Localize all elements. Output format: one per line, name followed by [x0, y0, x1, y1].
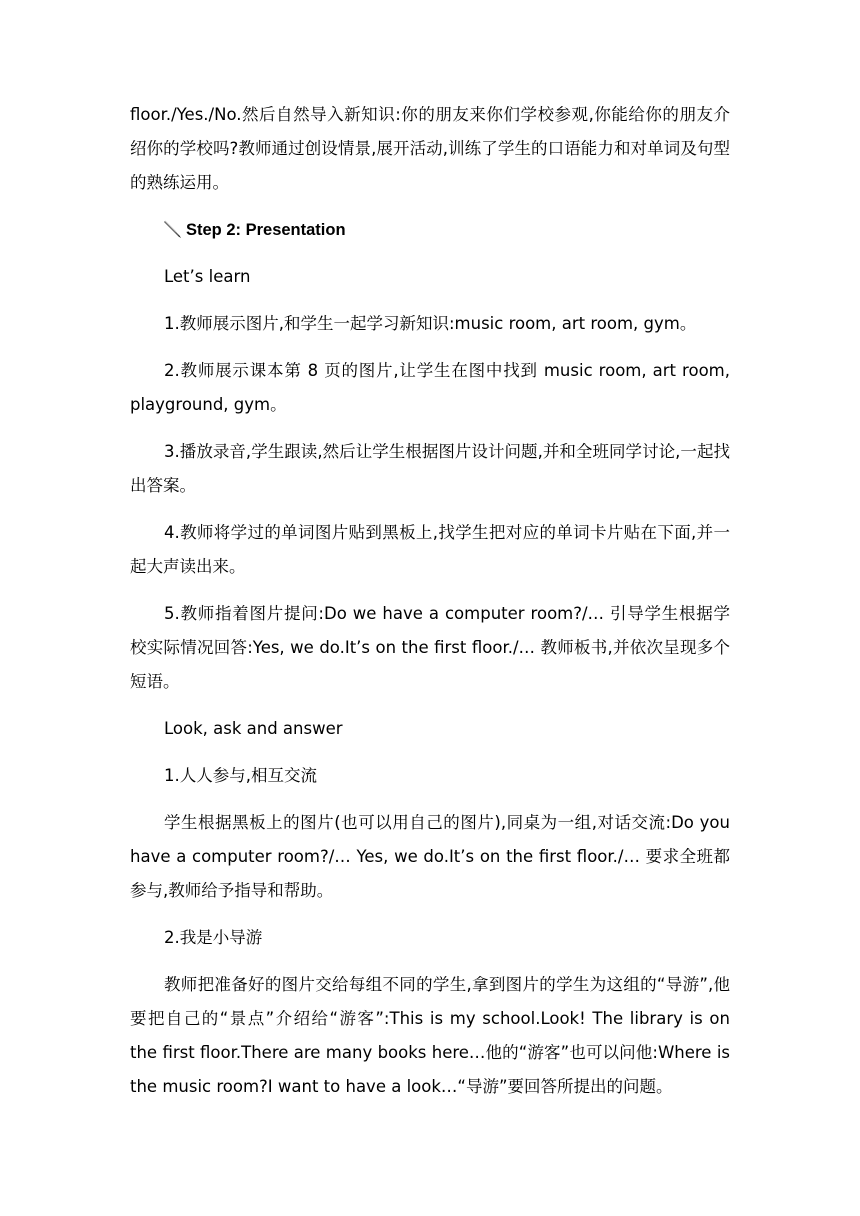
- document-page: [130, 98, 730, 1117]
- lets-learn-title: Let’s learn: [164, 267, 251, 286]
- ask-item-2-body: 教师把准备好的图片交给每组不同的学生,拿到图片的学生为这组的“导游”,他要把自己的“景点”介绍给“游客”:This is my school.Look! The library is on the first floor.There are many books here…他的“游客”也可以问他:Where is the music room?I want to have a look…“导游”要回答所提出的问题。: [130, 975, 730, 1096]
- learn-item-3: 3.播放录音,学生跟读,然后让学生根据图片设计问题,并和全班同学讨论,一起找出答案。: [130, 442, 730, 495]
- learn-item-4: 4.教师将学过的单词图片贴到黑板上,找学生把对应的单词卡片贴在下面,并一起大声读出来。: [130, 523, 730, 576]
- learn-item-1: 1.教师展示图片,和学生一起学习新知识:music room, art room, gym。: [164, 314, 697, 333]
- ask-item-1-title: 1.人人参与,相互交流: [164, 766, 317, 785]
- learn-item-2: 2.教师展示课本第 8 页的图片,让学生在图中找到 music room, art room, playground, gym。: [130, 361, 730, 414]
- ask-item-2-title: 2.我是小导游: [164, 928, 263, 947]
- intro-paragraph: floor./Yes./No.然后自然导入新知识:你的朋友来你们学校参观,你能给你的朋友介绍你的学校吗?教师通过创设情景,展开活动,训练了学生的口语能力和对单词及句型的熟练运用。: [130, 105, 730, 192]
- step2-heading: [130, 213, 730, 247]
- pen-nib-icon: [162, 219, 184, 241]
- learn-item-5: 5.教师指着图片提问:Do we have a computer room?/… 引导学生根据学校实际情况回答:Yes, we do.It’s on the first floor./… 教师板书,并依次呈现多个短语。: [130, 604, 730, 691]
- step2-title: Step 2: Presentation: [186, 221, 346, 239]
- look-ask-title: Look, ask and answer: [164, 719, 343, 738]
- ask-item-1-body: 学生根据黑板上的图片(也可以用自己的图片),同桌为一组,对话交流:Do you have a computer room?/… Yes, we do.It’s on the first floor./… 要求全班都参与,教师给予指导和帮助。: [130, 813, 730, 900]
